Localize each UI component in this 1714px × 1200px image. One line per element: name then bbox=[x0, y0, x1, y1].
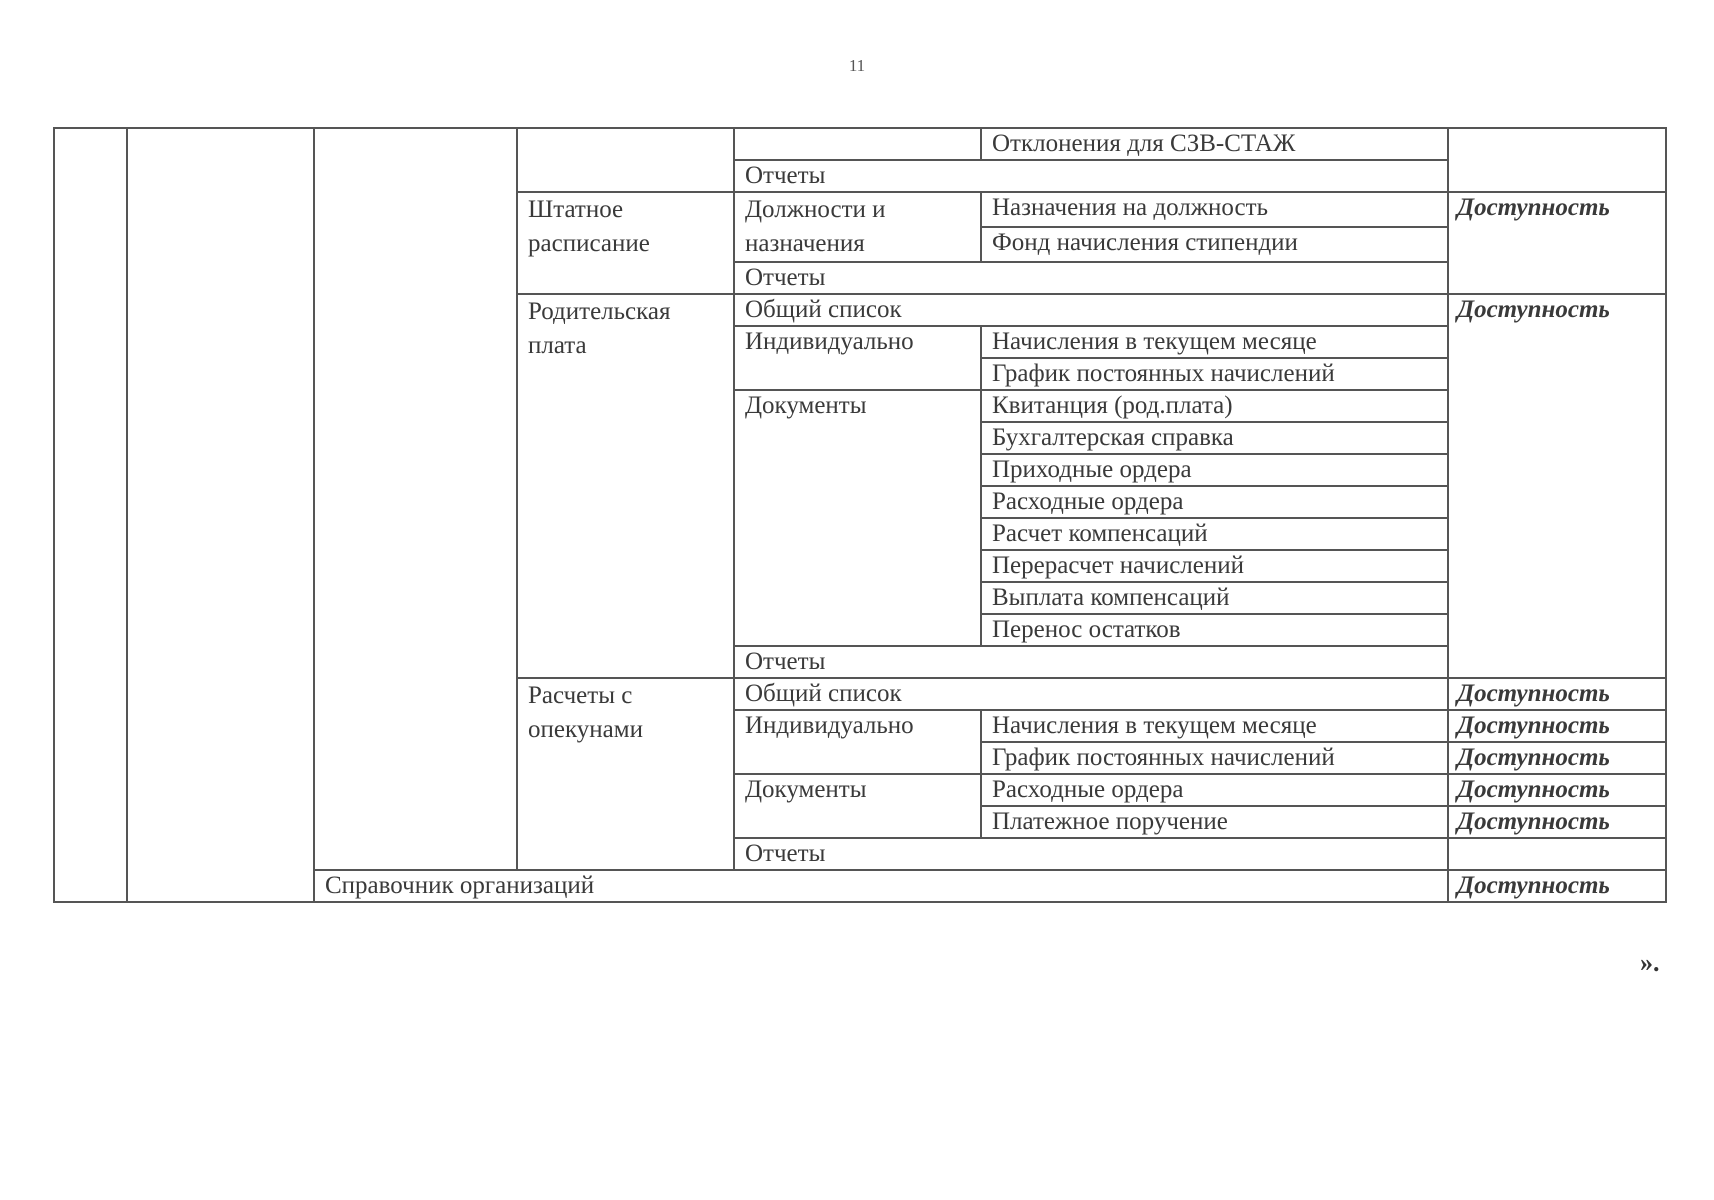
document-item: Расходные ордера bbox=[981, 774, 1448, 806]
individual-item: График постоянных начислений bbox=[981, 742, 1448, 774]
closing-quote: ». bbox=[1640, 948, 1660, 977]
individual-item: Начисления в текущем месяце bbox=[981, 326, 1448, 358]
reports-label: Отчеты bbox=[734, 838, 1448, 870]
document-item: Приходные ордера bbox=[981, 454, 1448, 486]
documents-label: Документы bbox=[734, 390, 981, 646]
szv-stazh-deviations: Отклонения для СЗВ-СТАЖ bbox=[981, 128, 1448, 160]
individual-label: Индивидуально bbox=[734, 326, 981, 390]
blank-section-cell bbox=[517, 128, 734, 192]
availability-label: Доступность bbox=[1448, 870, 1666, 902]
access-rights-table bbox=[53, 127, 1667, 903]
table-row bbox=[54, 128, 1666, 160]
blank-availability-cell bbox=[1448, 838, 1666, 870]
document-item: Перенос остатков bbox=[981, 614, 1448, 646]
availability-label: Доступность bbox=[1448, 192, 1666, 294]
availability-label: Доступность bbox=[1448, 678, 1666, 710]
staff-item: Фонд начисления стипендии bbox=[981, 227, 1448, 262]
blank-column-1 bbox=[54, 128, 127, 902]
documents-label: Документы bbox=[734, 774, 981, 838]
page-number: 11 bbox=[848, 56, 866, 75]
general-list-label: Общий список bbox=[734, 678, 1448, 710]
document-item: Расходные ордера bbox=[981, 486, 1448, 518]
availability-label: Доступность bbox=[1448, 742, 1666, 774]
reports-label: Отчеты bbox=[734, 262, 1448, 294]
individual-label: Индивидуально bbox=[734, 710, 981, 774]
blank-availability-cell bbox=[1448, 128, 1666, 192]
document-item: Квитанция (род.плата) bbox=[981, 390, 1448, 422]
blank-group-cell bbox=[734, 128, 981, 160]
individual-item: Начисления в текущем месяце bbox=[981, 710, 1448, 742]
general-list-label: Общий список bbox=[734, 294, 1448, 326]
individual-item: График постоянных начислений bbox=[981, 358, 1448, 390]
reports-label: Отчеты bbox=[734, 646, 1448, 678]
document-item: Расчет компенсаций bbox=[981, 518, 1448, 550]
availability-label: Доступность bbox=[1448, 774, 1666, 806]
group-positions: Должности и назначения bbox=[734, 192, 981, 262]
document-item: Бухгалтерская справка bbox=[981, 422, 1448, 454]
reports-label: Отчеты bbox=[734, 160, 1448, 192]
availability-label: Доступность bbox=[1448, 806, 1666, 838]
document-item: Перерасчет начислений bbox=[981, 550, 1448, 582]
section-parent-fee: Родительская плата bbox=[517, 294, 734, 678]
blank-column-3 bbox=[314, 128, 517, 870]
blank-column-2 bbox=[127, 128, 314, 902]
availability-label: Доступность bbox=[1448, 710, 1666, 742]
availability-label: Доступность bbox=[1448, 294, 1666, 678]
document-item: Выплата компенсаций bbox=[981, 582, 1448, 614]
section-guardians: Расчеты с опекунами bbox=[517, 678, 734, 870]
section-staff-schedule: Штатное расписание bbox=[517, 192, 734, 294]
staff-item: Назначения на должность bbox=[981, 192, 1448, 227]
document-item: Платежное поручение bbox=[981, 806, 1448, 838]
organizations-directory: Справочник организаций bbox=[314, 870, 1448, 902]
